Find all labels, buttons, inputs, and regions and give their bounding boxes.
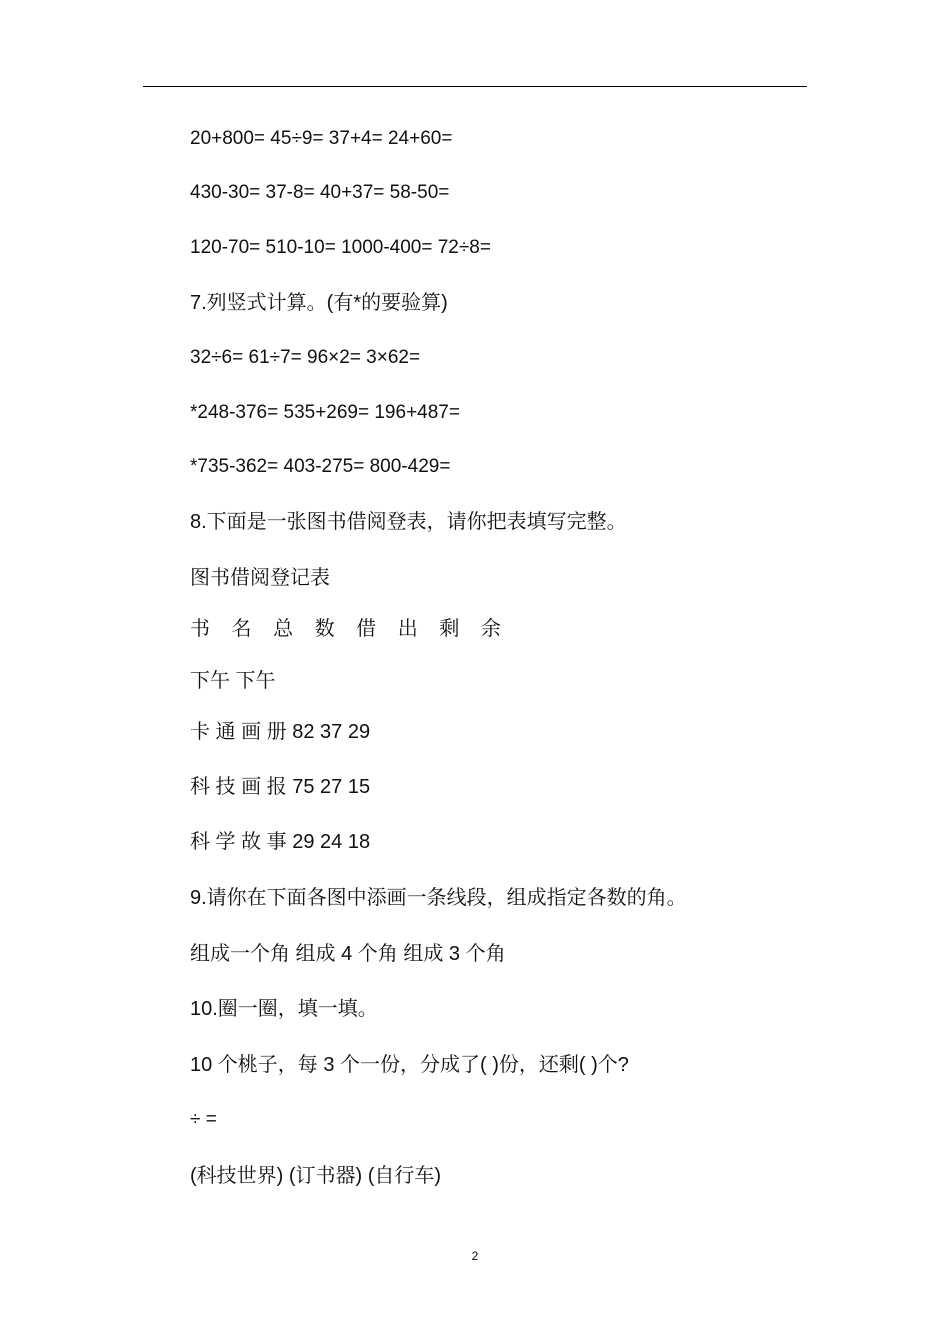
table-title: 图书借阅登记表	[190, 567, 330, 589]
arithmetic-row-2: 430-30= 37-8= 40+37= 58-50=	[190, 182, 450, 203]
question-7-heading: 7.列竖式计算。(有*的要验算)	[190, 292, 448, 314]
page-number: 2	[471, 1249, 479, 1263]
header-rule	[143, 86, 807, 87]
question-10-heading: 10.圈一圈，填一填。	[190, 998, 378, 1020]
table-header-row: 书 名 总 数 借 出 剩 余	[190, 618, 509, 640]
table-row-science-pictorial: 科 技 画 报 75 27 15	[190, 776, 371, 798]
angle-labels-row: 组成一个角 组成 4 个角 组成 3 个角	[190, 943, 506, 965]
question-9-heading: 9.请你在下面各图中添画一条线段，组成指定各数的角。	[190, 887, 687, 909]
table-subheader-row: 下午 下午	[190, 670, 276, 692]
vertical-calc-row-3: *735-362= 403-275= 800-429=	[190, 456, 451, 477]
arithmetic-row-3: 120-70= 510-10= 1000-400= 72÷8=	[190, 237, 491, 258]
table-row-cartoon: 卡 通 画 册 82 37 29	[190, 721, 371, 743]
peach-problem: 10 个桃子，每 3 个一份，分成了( )份，还剩( )个?	[190, 1054, 629, 1076]
item-labels-row: (科技世界) (订书器) (自行车)	[190, 1165, 442, 1187]
vertical-calc-row-1: 32÷6= 61÷7= 96×2= 3×62=	[190, 347, 421, 368]
vertical-calc-row-2: *248-376= 535+269= 196+487=	[190, 402, 460, 423]
question-8-heading: 8.下面是一张图书借阅登表，请你把表填写完整。	[190, 511, 627, 533]
arithmetic-row-1: 20+800= 45÷9= 37+4= 24+60=	[190, 128, 453, 149]
table-row-science-story: 科 学 故 事 29 24 18	[190, 831, 371, 853]
division-blank: ÷ =	[190, 1109, 217, 1130]
